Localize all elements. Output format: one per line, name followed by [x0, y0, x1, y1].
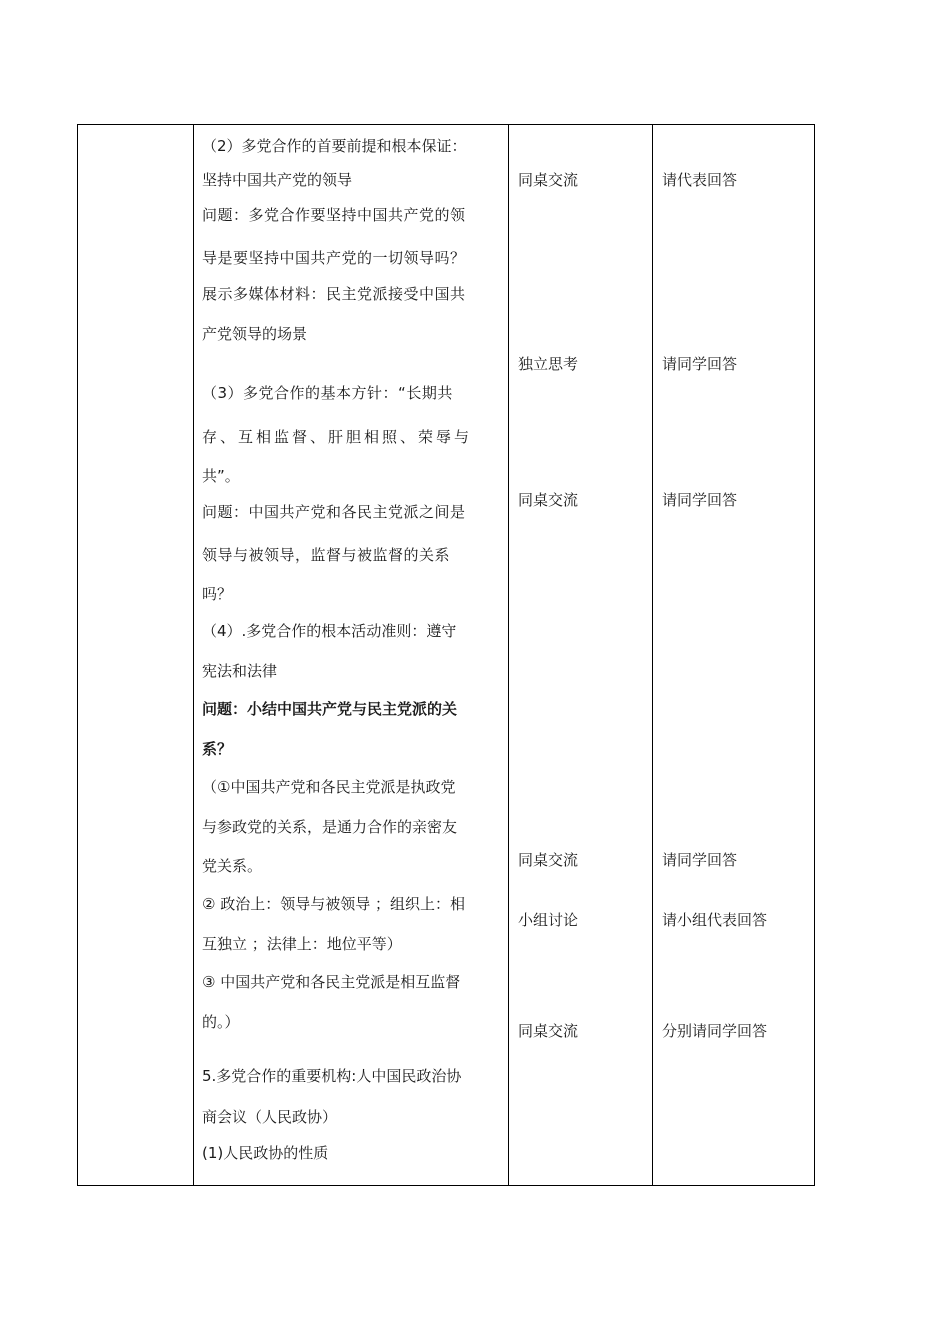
content-line: （①中国共产党和各民主党派是执政党	[202, 778, 456, 796]
activity-label: 同桌交流	[518, 1022, 579, 1040]
content-line: 坚持中国共产党的领导	[202, 171, 353, 189]
content-line: (1)人民政协的性质	[202, 1144, 329, 1162]
activity-label: 同桌交流	[518, 491, 579, 509]
column-divider-2	[508, 125, 509, 1185]
content-line: 吗？	[202, 585, 233, 603]
response-label: 请同学回答	[662, 491, 738, 509]
response-label: 请同学回答	[662, 851, 738, 869]
content-line: 商会议（人民政协）	[202, 1108, 338, 1126]
column-divider-1	[193, 125, 194, 1185]
content-line: 问题：中国共产党和各民主党派之间是	[202, 503, 466, 521]
summary-question: 问题：小结中国共产党与民主党派的关	[202, 700, 458, 718]
content-line: 导是要坚持中国共产党的一切领导吗？	[202, 249, 466, 267]
content-line: （4）.多党合作的根本活动准则：遵守	[202, 622, 457, 640]
content-line: 问题：多党合作要坚持中国共产党的领	[202, 206, 466, 224]
response-label: 请代表回答	[662, 171, 738, 189]
content-line: ③ 中国共产党和各民主党派是相互监督	[202, 973, 461, 991]
response-label: 请小组代表回答	[662, 911, 768, 929]
content-line: 领导与被领导，监督与被监督的关系	[202, 546, 451, 564]
content-line: 互独立 ；法律上：地位平等）	[202, 935, 402, 953]
response-label: 分别请同学回答	[662, 1022, 768, 1040]
content-line: 5.多党合作的重要机构:人中国民政治协	[202, 1067, 462, 1085]
activity-label: 同桌交流	[518, 171, 579, 189]
content-line: 宪法和法律	[202, 662, 278, 680]
content-line: （3）多党合作的基本方针：“长期共	[202, 384, 453, 402]
content-line: 存、互相监督、肝胆相照、荣辱与	[202, 428, 473, 446]
content-line: 的。）	[202, 1013, 240, 1031]
content-line: 展示多媒体材料：民主党派接受中国共	[202, 285, 466, 303]
summary-question: 系？	[202, 740, 233, 758]
response-label: 请同学回答	[662, 355, 738, 373]
lesson-plan-table	[77, 124, 815, 1186]
activity-label: 同桌交流	[518, 851, 579, 869]
column-divider-3	[652, 125, 653, 1185]
content-line: ② 政治上：领导与被领导 ；组织上：相	[202, 895, 465, 913]
content-line: （2）多党合作的首要前提和根本保证：	[202, 137, 467, 155]
content-line: 共”。	[202, 467, 240, 485]
content-line: 党关系。	[202, 857, 263, 875]
content-line: 产党领导的场景	[202, 325, 308, 343]
activity-label: 独立思考	[518, 355, 579, 373]
content-line: 与参政党的关系，是通力合作的亲密友	[202, 818, 458, 836]
activity-label: 小组讨论	[518, 911, 579, 929]
